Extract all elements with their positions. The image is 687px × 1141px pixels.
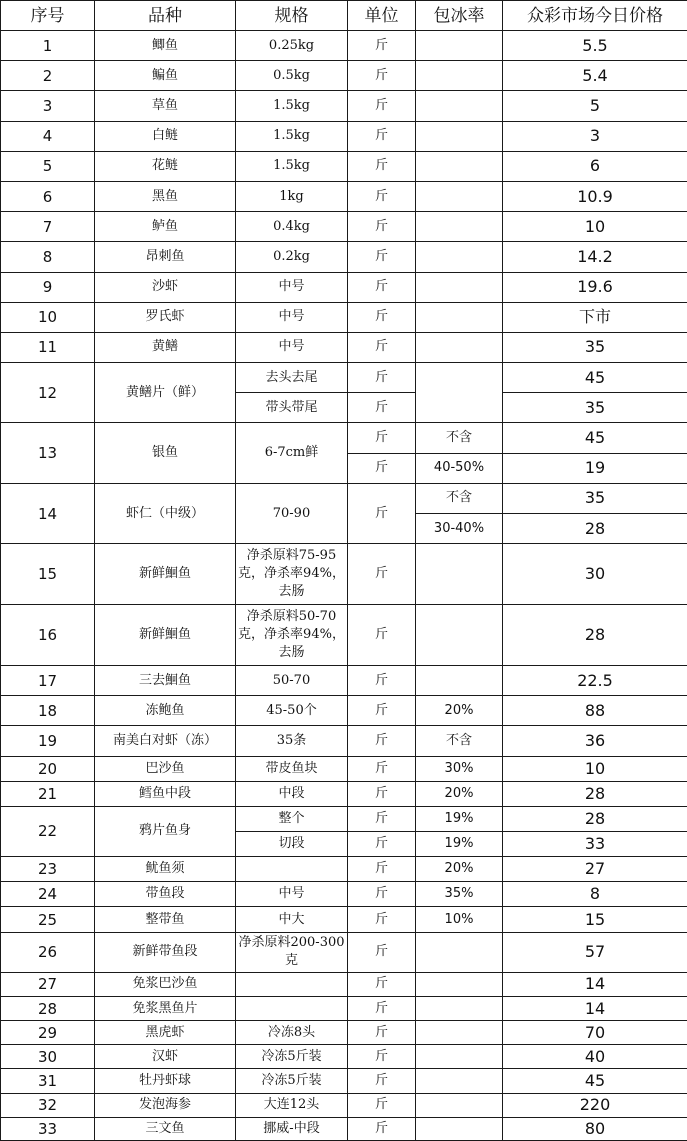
- row-number: 14: [1, 483, 95, 543]
- item-ice-rate: 不含: [416, 423, 503, 453]
- table-row: [1, 544, 687, 604]
- item-name: 新鲜鮰鱼: [95, 544, 236, 604]
- item-ice-rate: [416, 1117, 503, 1140]
- table-row: [1, 272, 687, 302]
- item-name: 鳕鱼中段: [95, 781, 236, 806]
- item-spec: 35条: [236, 726, 348, 756]
- item-price: 19.6: [503, 272, 687, 302]
- item-price: 5: [503, 91, 687, 121]
- table-row: [1, 882, 687, 907]
- item-price: 30: [503, 544, 687, 604]
- item-name: 黑鱼: [95, 181, 236, 211]
- item-ice-rate: 19%: [416, 806, 503, 831]
- item-price: 14: [503, 972, 687, 996]
- item-price: 88: [503, 696, 687, 726]
- item-spec: 1.5kg: [236, 121, 348, 151]
- item-ice-rate: 35%: [416, 882, 503, 907]
- item-spec: 带皮鱼块: [236, 756, 348, 781]
- item-name: 鸦片鱼身: [95, 806, 236, 856]
- item-unit: 斤: [348, 1069, 416, 1093]
- item-unit: 斤: [348, 423, 416, 453]
- item-unit: 斤: [348, 181, 416, 211]
- table-row: [1, 907, 687, 932]
- item-ice-rate: [416, 932, 503, 972]
- item-name: 黑虎虾: [95, 1021, 236, 1045]
- item-spec: 6-7cm鲜: [236, 423, 348, 483]
- item-ice-rate: [416, 1093, 503, 1117]
- item-ice-rate: [416, 332, 503, 362]
- item-price: 5.5: [503, 31, 687, 61]
- item-spec: 0.25kg: [236, 31, 348, 61]
- item-unit: 斤: [348, 882, 416, 907]
- table-row: [1, 31, 687, 61]
- item-name: 鲫鱼: [95, 31, 236, 61]
- item-price: 45: [503, 363, 687, 393]
- item-spec: [236, 996, 348, 1020]
- item-unit: 斤: [348, 332, 416, 362]
- item-price: 14.2: [503, 242, 687, 272]
- header-row: [1, 1, 687, 31]
- item-spec: 0.2kg: [236, 242, 348, 272]
- item-ice-rate: [416, 61, 503, 91]
- item-unit: 斤: [348, 363, 416, 393]
- table-row: [1, 726, 687, 756]
- item-spec: 净杀原料200-300克: [236, 932, 348, 972]
- item-price: 10.9: [503, 181, 687, 211]
- item-name: 南美白对虾（冻）: [95, 726, 236, 756]
- item-spec: 1kg: [236, 181, 348, 211]
- item-ice-rate: [416, 1021, 503, 1045]
- item-price: 220: [503, 1093, 687, 1117]
- item-ice-rate: [416, 665, 503, 695]
- item-name: 三文鱼: [95, 1117, 236, 1140]
- row-number: 9: [1, 272, 95, 302]
- row-number: 33: [1, 1117, 95, 1140]
- item-spec: 中号: [236, 332, 348, 362]
- item-spec: 净杀原料75-95克，净杀率94%，去肠: [236, 544, 348, 604]
- item-unit: 斤: [348, 453, 416, 483]
- item-unit: 斤: [348, 151, 416, 181]
- row-number: 15: [1, 544, 95, 604]
- item-unit: 斤: [348, 857, 416, 882]
- header-cell: 众彩市场今日价格: [503, 1, 687, 31]
- row-number: 12: [1, 363, 95, 423]
- item-spec: 冷冻8头: [236, 1021, 348, 1045]
- row-number: 25: [1, 907, 95, 932]
- row-number: 11: [1, 332, 95, 362]
- row-number: 30: [1, 1045, 95, 1069]
- item-spec: 带头带尾: [236, 393, 348, 423]
- row-number: 21: [1, 781, 95, 806]
- item-ice-rate: [416, 31, 503, 61]
- item-unit: 斤: [348, 212, 416, 242]
- item-ice-rate: 不含: [416, 483, 503, 513]
- item-name: 银鱼: [95, 423, 236, 483]
- item-ice-rate: 40-50%: [416, 453, 503, 483]
- item-price: 36: [503, 726, 687, 756]
- item-unit: 斤: [348, 242, 416, 272]
- item-name: 巴沙鱼: [95, 756, 236, 781]
- item-unit: 斤: [348, 302, 416, 332]
- item-name: 新鲜鮰鱼: [95, 604, 236, 665]
- row-number: 23: [1, 857, 95, 882]
- item-unit: 斤: [348, 756, 416, 781]
- item-ice-rate: [416, 181, 503, 211]
- item-unit: 斤: [348, 806, 416, 831]
- item-price: 45: [503, 1069, 687, 1093]
- table-row: [1, 1093, 687, 1117]
- row-number: 1: [1, 31, 95, 61]
- item-price: 10: [503, 756, 687, 781]
- item-spec: 大连12头: [236, 1093, 348, 1117]
- item-ice-rate: [416, 272, 503, 302]
- item-ice-rate: [416, 1045, 503, 1069]
- row-number: 2: [1, 61, 95, 91]
- row-number: 26: [1, 932, 95, 972]
- item-spec: 冷冻5斤装: [236, 1069, 348, 1093]
- item-spec: 0.4kg: [236, 212, 348, 242]
- item-name: 沙虾: [95, 272, 236, 302]
- item-name: 三去鮰鱼: [95, 665, 236, 695]
- item-name: 免浆黑鱼片: [95, 996, 236, 1020]
- item-spec: 中段: [236, 781, 348, 806]
- row-number: 13: [1, 423, 95, 483]
- row-number: 27: [1, 972, 95, 996]
- item-name: 免浆巴沙鱼: [95, 972, 236, 996]
- item-spec: 净杀原料50-70克，净杀率94%，去肠: [236, 604, 348, 665]
- item-ice-rate: [416, 972, 503, 996]
- item-spec: 1.5kg: [236, 91, 348, 121]
- row-number: 24: [1, 882, 95, 907]
- item-unit: 斤: [348, 544, 416, 604]
- table-row: [1, 242, 687, 272]
- item-price: 22.5: [503, 665, 687, 695]
- row-number: 3: [1, 91, 95, 121]
- item-name: 罗氏虾: [95, 302, 236, 332]
- table-row: [1, 972, 687, 996]
- item-unit: 斤: [348, 696, 416, 726]
- item-unit: 斤: [348, 1093, 416, 1117]
- row-number: 5: [1, 151, 95, 181]
- item-price: 6: [503, 151, 687, 181]
- item-spec: [236, 972, 348, 996]
- table-row: [1, 332, 687, 362]
- table-row: [1, 665, 687, 695]
- row-number: 4: [1, 121, 95, 151]
- table-row: [1, 1021, 687, 1045]
- item-price: 下市: [503, 302, 687, 332]
- table-row: [1, 363, 687, 393]
- table-row: [1, 151, 687, 181]
- item-name: 鲈鱼: [95, 212, 236, 242]
- item-spec: 0.5kg: [236, 61, 348, 91]
- item-unit: 斤: [348, 121, 416, 151]
- row-number: 17: [1, 665, 95, 695]
- item-ice-rate: 20%: [416, 857, 503, 882]
- row-number: 29: [1, 1021, 95, 1045]
- item-ice-rate: 不含: [416, 726, 503, 756]
- item-name: 牡丹虾球: [95, 1069, 236, 1093]
- item-price: 5.4: [503, 61, 687, 91]
- table-row: [1, 604, 687, 665]
- item-unit: 斤: [348, 393, 416, 423]
- item-unit: 斤: [348, 61, 416, 91]
- item-spec: 中号: [236, 882, 348, 907]
- table-row: [1, 1069, 687, 1093]
- table-row: [1, 806, 687, 831]
- row-number: 31: [1, 1069, 95, 1093]
- item-price: 40: [503, 1045, 687, 1069]
- item-price: 45: [503, 423, 687, 453]
- item-name: 汉虾: [95, 1045, 236, 1069]
- item-price: 28: [503, 781, 687, 806]
- header-cell: 包冰率: [416, 1, 503, 31]
- item-unit: 斤: [348, 483, 416, 543]
- item-name: 昂刺鱼: [95, 242, 236, 272]
- item-unit: 斤: [348, 972, 416, 996]
- table-row: [1, 1045, 687, 1069]
- item-ice-rate: [416, 302, 503, 332]
- item-price: 35: [503, 483, 687, 513]
- row-number: 19: [1, 726, 95, 756]
- item-spec: 切段: [236, 831, 348, 856]
- item-price: 28: [503, 514, 687, 544]
- item-ice-rate: 20%: [416, 781, 503, 806]
- item-price: 33: [503, 831, 687, 856]
- row-number: 8: [1, 242, 95, 272]
- table-row: [1, 423, 687, 453]
- item-unit: 斤: [348, 932, 416, 972]
- row-number: 22: [1, 806, 95, 856]
- item-name: 虾仁（中级）: [95, 483, 236, 543]
- item-spec: 冷冻5斤装: [236, 1045, 348, 1069]
- table-row: [1, 483, 687, 513]
- item-spec: 挪威-中段: [236, 1117, 348, 1140]
- item-price: 3: [503, 121, 687, 151]
- item-price: 57: [503, 932, 687, 972]
- item-price: 15: [503, 907, 687, 932]
- item-spec: 中号: [236, 302, 348, 332]
- item-price: 28: [503, 806, 687, 831]
- item-unit: 斤: [348, 1021, 416, 1045]
- item-unit: 斤: [348, 996, 416, 1020]
- item-unit: 斤: [348, 831, 416, 856]
- item-price: 14: [503, 996, 687, 1020]
- item-spec: 中号: [236, 272, 348, 302]
- table-row: [1, 181, 687, 211]
- header-cell: 序号: [1, 1, 95, 31]
- row-number: 6: [1, 181, 95, 211]
- item-spec: 70-90: [236, 483, 348, 543]
- table-row: [1, 781, 687, 806]
- item-spec: [236, 857, 348, 882]
- item-unit: 斤: [348, 272, 416, 302]
- item-name: 冻鲍鱼: [95, 696, 236, 726]
- table-row: [1, 696, 687, 726]
- item-unit: 斤: [348, 665, 416, 695]
- table-row: [1, 756, 687, 781]
- item-price: 28: [503, 604, 687, 665]
- item-spec: 45-50个: [236, 696, 348, 726]
- item-name: 草鱼: [95, 91, 236, 121]
- table-row: [1, 857, 687, 882]
- item-unit: 斤: [348, 91, 416, 121]
- table-row: [1, 61, 687, 91]
- item-price: 8: [503, 882, 687, 907]
- header-cell: 品种: [95, 1, 236, 31]
- table-row: [1, 91, 687, 121]
- item-spec: 1.5kg: [236, 151, 348, 181]
- table-row: [1, 302, 687, 332]
- table-row: [1, 1117, 687, 1140]
- item-spec: 整个: [236, 806, 348, 831]
- item-price: 80: [503, 1117, 687, 1140]
- item-price: 19: [503, 453, 687, 483]
- item-ice-rate: [416, 363, 503, 423]
- row-number: 16: [1, 604, 95, 665]
- item-unit: 斤: [348, 726, 416, 756]
- item-name: 新鲜带鱼段: [95, 932, 236, 972]
- row-number: 32: [1, 1093, 95, 1117]
- item-unit: 斤: [348, 604, 416, 665]
- item-spec: 中大: [236, 907, 348, 932]
- item-spec: 去头去尾: [236, 363, 348, 393]
- item-name: 带鱼段: [95, 882, 236, 907]
- item-unit: 斤: [348, 1045, 416, 1069]
- item-price: 27: [503, 857, 687, 882]
- row-number: 7: [1, 212, 95, 242]
- item-name: 黄鳝: [95, 332, 236, 362]
- item-price: 10: [503, 212, 687, 242]
- item-ice-rate: [416, 91, 503, 121]
- item-name: 黄鳝片（鲜）: [95, 363, 236, 423]
- table-row: [1, 996, 687, 1020]
- item-spec: 50-70: [236, 665, 348, 695]
- item-unit: 斤: [348, 1117, 416, 1140]
- item-unit: 斤: [348, 31, 416, 61]
- row-number: 18: [1, 696, 95, 726]
- item-price: 70: [503, 1021, 687, 1045]
- item-ice-rate: 30-40%: [416, 514, 503, 544]
- row-number: 28: [1, 996, 95, 1020]
- item-ice-rate: [416, 151, 503, 181]
- item-ice-rate: [416, 996, 503, 1020]
- item-ice-rate: 19%: [416, 831, 503, 856]
- item-ice-rate: [416, 212, 503, 242]
- item-ice-rate: [416, 121, 503, 151]
- item-ice-rate: 20%: [416, 696, 503, 726]
- item-name: 花鲢: [95, 151, 236, 181]
- item-name: 鱿鱼须: [95, 857, 236, 882]
- item-ice-rate: [416, 242, 503, 272]
- item-name: 发泡海参: [95, 1093, 236, 1117]
- item-ice-rate: [416, 604, 503, 665]
- item-unit: 斤: [348, 781, 416, 806]
- item-ice-rate: [416, 1069, 503, 1093]
- table-row: [1, 212, 687, 242]
- item-ice-rate: 10%: [416, 907, 503, 932]
- item-price: 35: [503, 332, 687, 362]
- item-name: 白鲢: [95, 121, 236, 151]
- row-number: 10: [1, 302, 95, 332]
- header-cell: 单位: [348, 1, 416, 31]
- item-price: 35: [503, 393, 687, 423]
- table-row: [1, 932, 687, 972]
- row-number: 20: [1, 756, 95, 781]
- item-name: 整带鱼: [95, 907, 236, 932]
- item-unit: 斤: [348, 907, 416, 932]
- item-name: 鳊鱼: [95, 61, 236, 91]
- item-ice-rate: 30%: [416, 756, 503, 781]
- header-cell: 规格: [236, 1, 348, 31]
- table-row: [1, 121, 687, 151]
- item-ice-rate: [416, 544, 503, 604]
